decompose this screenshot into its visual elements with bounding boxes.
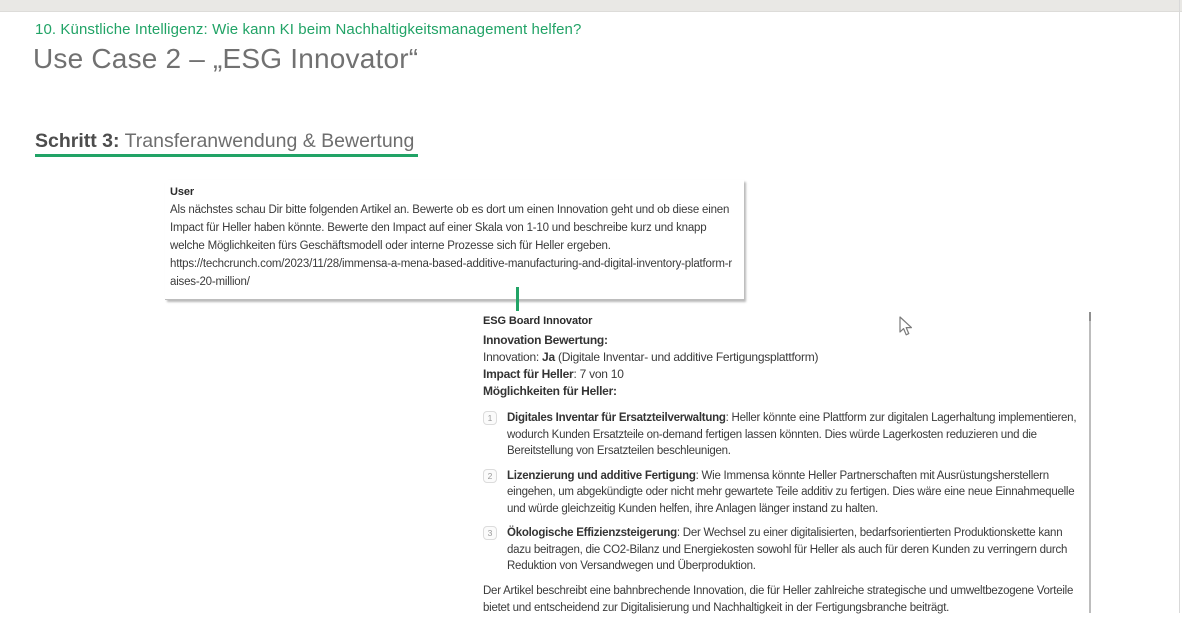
step-label: Schritt 3: — [35, 130, 120, 152]
list-item — [483, 468, 1083, 518]
slide-right-edge — [1179, 0, 1180, 613]
chat-pane-scrollbar — [1089, 312, 1091, 613]
impact-line: Impact für Heller: 7 von 10 — [483, 367, 624, 381]
possibilities-list — [483, 410, 1083, 575]
user-chat-message-box — [165, 180, 744, 300]
step-heading — [35, 130, 414, 153]
step-underline-accent — [35, 154, 418, 157]
list-item-number-badge: 2 — [483, 469, 497, 483]
innovation-line: Innovation: Ja (Digitale Inventar- und additive Fertigungsplattform) — [483, 350, 819, 364]
chat-connector-line — [516, 287, 519, 311]
list-item-text: Lizenzierung und additive Fertigung: Wie Immensa könnte Heller Partnerschaften mit Ausrüstungsherstellern eingehen, um abgekündigte oder nicht mehr gewartete Teile additiv zu fertigen. Dies wäre eine neue Einnahmequelle und würde gleichzeitig Kunden helfen, ihre Anlagen länger instand zu halten. — [507, 469, 1075, 515]
user-role-label: User — [170, 186, 195, 198]
list-item-number-badge: 1 — [483, 411, 497, 425]
list-item-number-badge: 3 — [483, 526, 497, 540]
list-item — [483, 410, 1083, 460]
slide-title: Use Case 2 – „ESG Innovator“ — [33, 43, 419, 74]
step-title: Transferanwendung & Bewertung — [119, 130, 415, 152]
window-top-band — [0, 0, 1182, 12]
mouse-cursor-icon — [899, 316, 914, 338]
assistant-chat-response — [483, 315, 1083, 617]
list-item-text: Ökologische Effizienzsteigerung: Der Wechsel zu einer digitalisierten, bedarfsorientierten Produktionskette kann dazu beitragen, die CO2-Bilanz und Energiekosten sowohl für Heller als auch für deren Kunden zu verringern durch Reduktion von Versandwegen und Überproduktion. — [507, 527, 1068, 572]
assistant-heading: Innovation Bewertung: — [483, 333, 608, 347]
user-message-text: Als nächstes schau Dir bitte folgenden Artikel an. Bewerte ob es dort um einen Innovation geht und ob diese einen Impact für Heller haben könnte. Bewerte den Impact auf einer Skala von 1-10 und beschreibe kurz und knapp welche Möglichkeiten fürs Geschäftsmodell oder interne Prozesse sich für Heller ergeben. — [170, 204, 730, 252]
assistant-closing-paragraph: Der Artikel beschreibt eine bahnbrechende Innovation, die für Heller zahlreiche strategische und umweltbezogene Vorteile bietet und entscheidend zur Digitalisierung und Nachhaltigkeit in der Fertigungsbranche beiträgt. — [483, 584, 1074, 614]
list-item — [483, 525, 1083, 575]
user-message-url: https://techcrunch.com/2023/11/28/immensa-a-mena-based-additive-manufacturing-and-digital-inventory-platform-raises-20-million/ — [170, 258, 733, 288]
possibilities-heading: Möglichkeiten für Heller: — [483, 384, 617, 398]
list-item-text: Digitales Inventar für Ersatzteilverwaltung: Heller könnte eine Plattform zur digitalen Lagerhaltung implementieren, wodurch Kunden Ersatzteile on-demand fertigen lassen könnten. Dies würde Lagerkosten reduzieren und die Bereitstellung von Ersatzteilen beschleunigen. — [507, 412, 1077, 457]
chapter-kicker: 10. Künstliche Intelligenz: Wie kann KI beim Nachhaltigkeitsmanagement helfen? — [35, 21, 582, 38]
assistant-role-label: ESG Board Innovator — [483, 315, 593, 327]
